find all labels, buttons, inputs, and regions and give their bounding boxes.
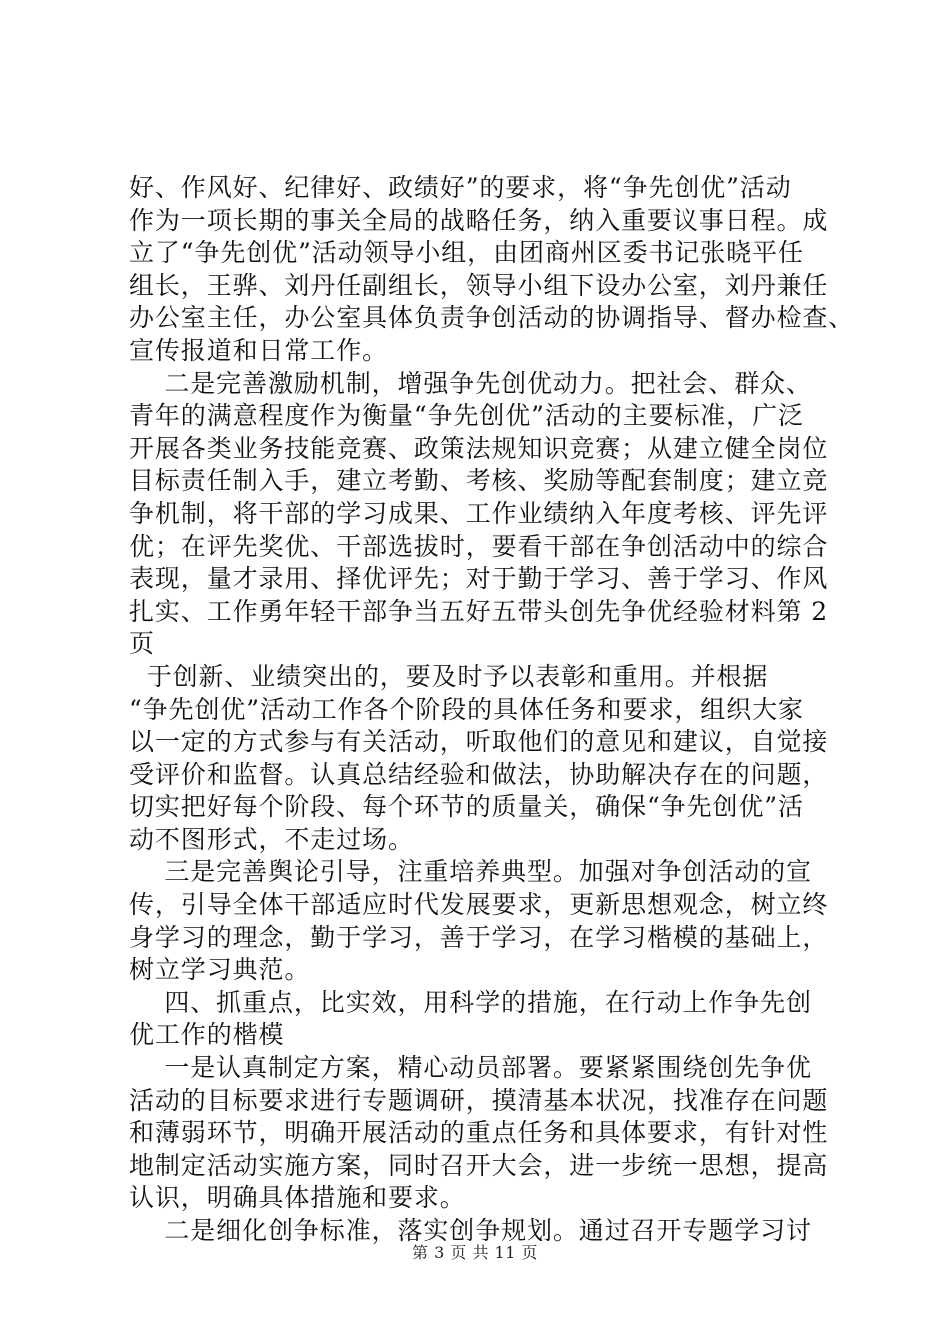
text-line: 争机制，将干部的学习成果、工作业绩纳入年度考核、评先评 — [129, 498, 829, 528]
text-line: 立了“争先创优”活动领导小组，由团商州区委书记张晓平任 — [129, 238, 804, 268]
text-line: 切实把好每个阶段、每个环节的质量关，确保“争先创优”活 — [129, 792, 804, 822]
text-line: 表现，量才录用、择优评先；对于勤于学习、善于学习、作风 — [129, 564, 829, 594]
text-line: 宣传报道和日常工作。 — [129, 335, 389, 365]
text-line: 四、抓重点，比实效，用科学的措施，在行动上作争先创 — [129, 987, 812, 1017]
text-line: 三是完善舆论引导，注重培养典型。加强对争创活动的宣 — [129, 857, 812, 887]
text-line: 二是细化创争标准，落实创争规划。通过召开专题学习讨 — [129, 1216, 812, 1245]
text-line: 组长，王骅、刘丹任副组长，领导小组下设办公室，刘丹兼任 — [129, 270, 829, 300]
text-line: 优；在评先奖优、干部选拔时，要看干部在争创活动中的综合 — [129, 531, 829, 561]
page-number-footer: 第 3 页 共 11 页 — [412, 1243, 538, 1262]
text-line: 树立学习典范。 — [129, 955, 311, 985]
text-line: “争先创优”活动工作各个阶段的具体任务和要求，组织大家 — [129, 694, 804, 724]
text-line: 认识，明确具体措施和要求。 — [129, 1183, 466, 1213]
text-line: 页 — [129, 629, 155, 659]
text-line: 以一定的方式参与有关活动，听取他们的意见和建议，自觉接 — [129, 727, 829, 757]
text-line: 扎实、工作勇年轻干部争当五好五带头创先争优经验材料第 2 — [129, 596, 829, 626]
document-body — [129, 172, 855, 1248]
text-line: 活动的目标要求进行专题调研，摸清基本状况，找准存在问题 — [129, 1085, 829, 1115]
text-line: 一是认真制定方案，精心动员部署。要紧紧围绕创先争优 — [129, 1053, 812, 1083]
text-line: 动不图形式，不走过场。 — [129, 824, 414, 854]
text-line: 传，引导全体干部适应时代发展要求，更新思想观念，树立终 — [129, 890, 829, 920]
text-line: 二是完善激励机制，增强争先创优动力。把社会、群众、 — [129, 368, 812, 398]
text-line: 优工作的楷模 — [129, 1020, 285, 1050]
text-line: 和薄弱环节，明确开展活动的重点任务和具体要求，有针对性 — [129, 1118, 829, 1148]
text-line: 办公室主任，办公室具体负责争创活动的协调指导、督办检查、 — [129, 303, 855, 333]
text-line: 目标责任制入手，建立考勤、考核、奖励等配套制度；建立竞 — [129, 466, 829, 496]
text-line: 青年的满意程度作为衡量“争先创优”活动的主要标准，广泛 — [129, 401, 804, 431]
text-line: 作为一项长期的事关全局的战略任务，纳入重要议事日程。成 — [129, 205, 829, 235]
text-line: 受评价和监督。认真总结经验和做法，协助解决存在的问题， — [129, 759, 829, 789]
text-line: 身学习的理念，勤于学习，善于学习，在学习楷模的基础上， — [129, 922, 829, 952]
text-line: 好、作风好、纪律好、政绩好”的要求，将“争先创优”活动 — [129, 173, 792, 202]
text-line: 于创新、业绩突出的，要及时予以表彰和重用。并根据 — [129, 661, 769, 691]
text-line: 地制定活动实施方案，同时召开大会，进一步统一思想，提高 — [129, 1150, 829, 1180]
text-line: 开展各类业务技能竞赛、政策法规知识竞赛；从建立健全岗位 — [129, 433, 829, 463]
